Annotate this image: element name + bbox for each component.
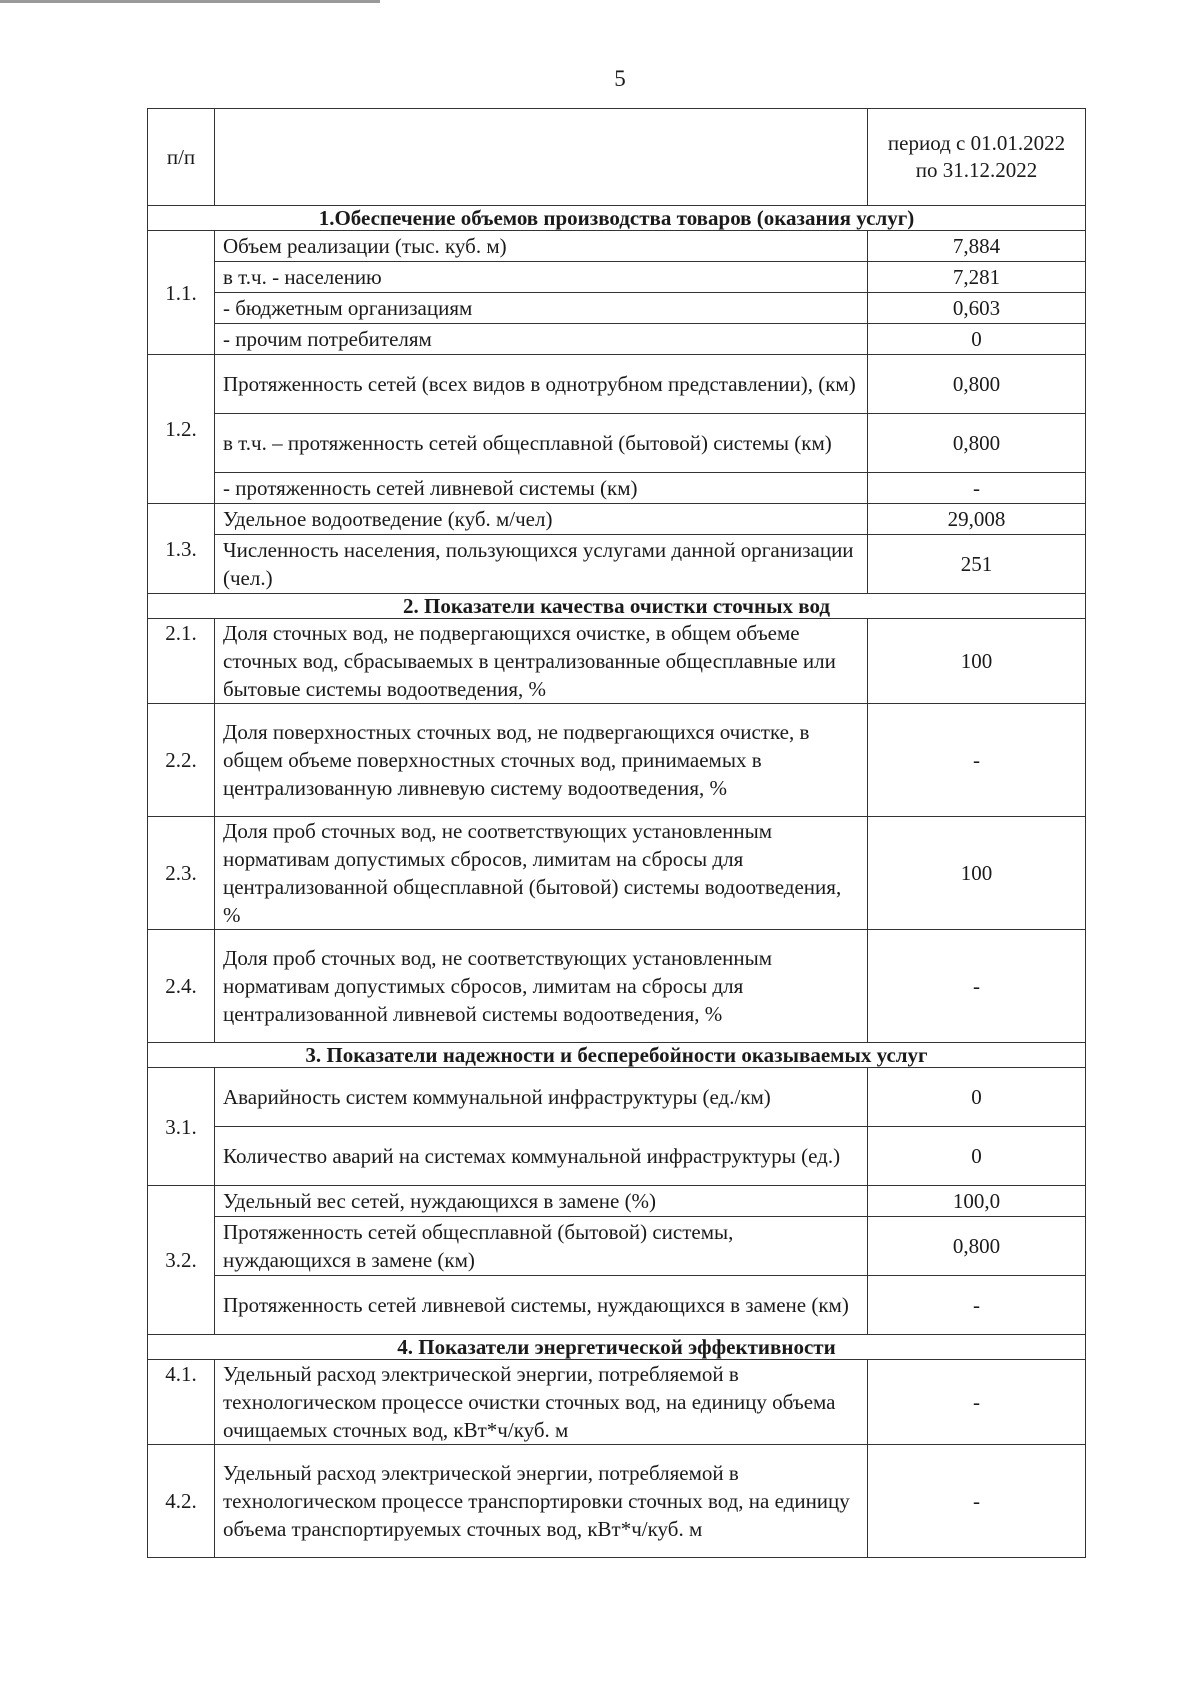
- row-value: -: [868, 704, 1086, 817]
- section-header-row: [148, 1335, 1086, 1360]
- row-value: -: [868, 930, 1086, 1043]
- table-row: [148, 1360, 1086, 1445]
- header-col-period: период с 01.01.2022 по 31.12.2022: [868, 109, 1086, 206]
- section-header-row: [148, 594, 1086, 619]
- row-name: Протяженность сетей (всех видов в однотрубном представлении), (км): [215, 355, 868, 414]
- row-number: 1.1.: [148, 231, 215, 355]
- section-header-row: [148, 206, 1086, 231]
- row-number: 1.3.: [148, 504, 215, 594]
- table-row: [148, 504, 1086, 535]
- row-value: 0,800: [868, 414, 1086, 473]
- table-row: [148, 473, 1086, 504]
- row-value: 100: [868, 619, 1086, 704]
- row-number: 2.1.: [148, 619, 215, 704]
- table-row: [148, 817, 1086, 930]
- table-row: [148, 535, 1086, 594]
- section-title: 2. Показатели качества очистки сточных вод: [148, 594, 1086, 619]
- row-name: Доля проб сточных вод, не соответствующих установленным нормативам допустимых сбросов, лимитам на сбросы для централизованной ливневой системы водоотведения, %: [215, 930, 868, 1043]
- row-number: 1.2.: [148, 355, 215, 504]
- row-value: 29,008: [868, 504, 1086, 535]
- row-value: 7,884: [868, 231, 1086, 262]
- table-row: [148, 930, 1086, 1043]
- row-name: Доля сточных вод, не подвергающихся очистке, в общем объеме сточных вод, сбрасываемых в централизованные общесплавные или бытовые системы водоотведения, %: [215, 619, 868, 704]
- row-name: - протяженность сетей ливневой системы (км): [215, 473, 868, 504]
- row-name: Удельный расход электрической энергии, потребляемой в технологическом процессе транспортировки сточных вод, на единицу объема транспортируемых сточных вод, кВт*ч/куб. м: [215, 1445, 868, 1558]
- row-value: -: [868, 1445, 1086, 1558]
- table-row: [148, 1068, 1086, 1127]
- row-number: 4.1.: [148, 1360, 215, 1445]
- indicators-table: [147, 108, 1086, 1558]
- row-value: 0,800: [868, 1217, 1086, 1276]
- row-value: -: [868, 1276, 1086, 1335]
- row-name: Протяженность сетей ливневой системы, нуждающихся в замене (км): [215, 1276, 868, 1335]
- table-row: [148, 262, 1086, 293]
- row-name: Удельный вес сетей, нуждающихся в замене (%): [215, 1186, 868, 1217]
- row-name: Численность населения, пользующихся услугами данной организации (чел.): [215, 535, 868, 594]
- row-name: Количество аварий на системах коммунальной инфраструктуры (ед.): [215, 1127, 868, 1186]
- row-number: 3.2.: [148, 1186, 215, 1335]
- table-row: [148, 355, 1086, 414]
- table-row: [148, 619, 1086, 704]
- row-number: 2.2.: [148, 704, 215, 817]
- row-name: Объем реализации (тыс. куб. м): [215, 231, 868, 262]
- section-title: 1.Обеспечение объемов производства товаров (оказания услуг): [148, 206, 1086, 231]
- table-row: [148, 704, 1086, 817]
- row-name: Доля проб сточных вод, не соответствующих установленным нормативам допустимых сбросов, лимитам на сбросы для централизованной общесплавной (бытовой) системы водоотведения, %: [215, 817, 868, 930]
- table-row: [148, 1276, 1086, 1335]
- row-name: Протяженность сетей общесплавной (бытовой) системы, нуждающихся в замене (км): [215, 1217, 868, 1276]
- section-title: 3. Показатели надежности и бесперебойности оказываемых услуг: [148, 1043, 1086, 1068]
- section-header-row: [148, 1043, 1086, 1068]
- row-value: 0: [868, 1068, 1086, 1127]
- row-value: 100: [868, 817, 1086, 930]
- row-number: 4.2.: [148, 1445, 215, 1558]
- row-name: - бюджетным организациям: [215, 293, 868, 324]
- table-row: [148, 1217, 1086, 1276]
- table-row: [148, 1186, 1086, 1217]
- row-value: 251: [868, 535, 1086, 594]
- row-name: Удельный расход электрической энергии, потребляемой в технологическом процессе очистки сточных вод, на единицу объема очищаемых сточных вод, кВт*ч/куб. м: [215, 1360, 868, 1445]
- row-number: 2.3.: [148, 817, 215, 930]
- scan-edge-line: [0, 0, 380, 3]
- page-number: 5: [614, 66, 626, 91]
- row-name: в т.ч. – протяженность сетей общесплавной (бытовой) системы (км): [215, 414, 868, 473]
- row-value: 100,0: [868, 1186, 1086, 1217]
- table-row: [148, 1127, 1086, 1186]
- row-value: 0: [868, 1127, 1086, 1186]
- row-name: Аварийность систем коммунальной инфраструктуры (ед./км): [215, 1068, 868, 1127]
- row-name: - прочим потребителям: [215, 324, 868, 355]
- table-row: [148, 293, 1086, 324]
- header-col-name: [215, 109, 868, 206]
- table-row: [148, 231, 1086, 262]
- table-header-row: [148, 109, 1086, 206]
- row-number: 3.1.: [148, 1068, 215, 1186]
- row-value: 0,603: [868, 293, 1086, 324]
- header-col-number: п/п: [148, 109, 215, 206]
- table-row: [148, 324, 1086, 355]
- row-value: 0,800: [868, 355, 1086, 414]
- row-number: 2.4.: [148, 930, 215, 1043]
- table-row: [148, 414, 1086, 473]
- row-name: в т.ч. - населению: [215, 262, 868, 293]
- row-value: 7,281: [868, 262, 1086, 293]
- row-name: Удельное водоотведение (куб. м/чел): [215, 504, 868, 535]
- table-row: [148, 1445, 1086, 1558]
- row-value: -: [868, 473, 1086, 504]
- row-name: Доля поверхностных сточных вод, не подвергающихся очистке, в общем объеме поверхностных сточных вод, принимаемых в централизованную ливневую систему водоотведения, %: [215, 704, 868, 817]
- section-title: 4. Показатели энергетической эффективности: [148, 1335, 1086, 1360]
- row-value: 0: [868, 324, 1086, 355]
- row-value: -: [868, 1360, 1086, 1445]
